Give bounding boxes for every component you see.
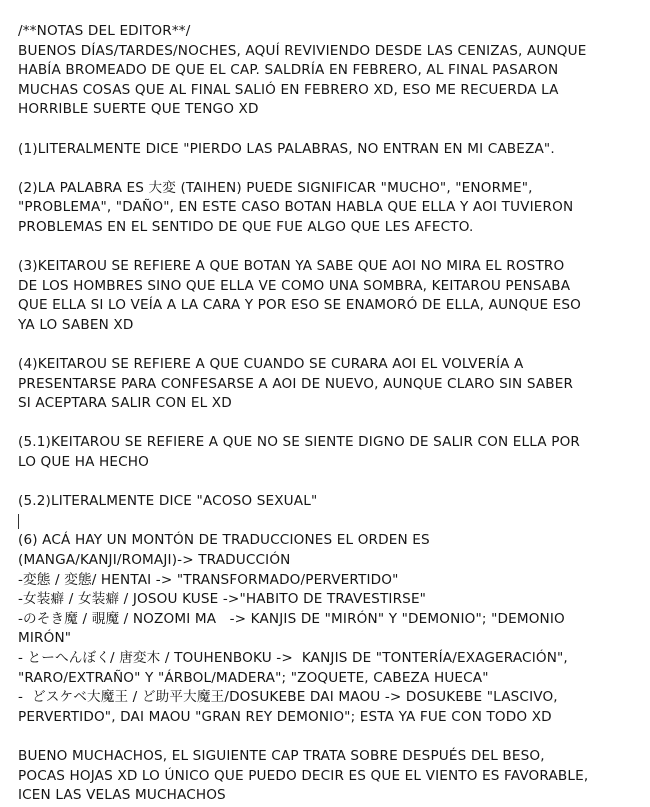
intro-paragraph: [18, 42, 636, 120]
text-line: HABÍA BROMEADO DE QUE EL CAP. SALDRÍA EN FEBRERO, AL FINAL PASARON: [18, 62, 559, 79]
text-line: BUENOS DÍAS/TARDES/NOCHES, AQUÍ REVIVIENDO DESDE LAS CENIZAS, AUNQUE: [18, 42, 587, 59]
text-line: -変態 / 変態/ HENTAI -> "TRANSFORMADO/PERVERTIDO": [18, 571, 399, 588]
closing-paragraph: [18, 747, 636, 806]
notes-title: /**NOTAS DEL EDITOR**/: [18, 23, 191, 39]
text-line: SI ACEPTARA SALIR CON EL XD: [18, 395, 232, 412]
text-line: QUE ELLA SI LO VEÍA A LA CARA Y POR ESO SE ENAMORÓ DE ELLA, AUNQUE ESO: [18, 297, 582, 314]
text-line: PROBLEMAS EN EL SENTIDO DE QUE FUE ALGO QUE LES AFECTO.: [18, 218, 474, 235]
text-line: DE LOS HOMBRES SINO QUE ELLA VE COMO UNA SOMBRA, KEITAROU PENSABA: [18, 277, 571, 294]
note-5-2-paragraph: [18, 492, 636, 512]
text-line: (5.2)LITERALMENTE DICE "ACOSO SEXUAL": [18, 493, 318, 510]
text-cursor-line: [18, 512, 636, 532]
text-line: (5.1)KEITAROU SE REFIERE A QUE NO SE SIENTE DIGNO DE SALIR CON ELLA POR: [18, 434, 581, 451]
text-line: POCAS HOJAS XD LO ÚNICO QUE PUEDO DECIR ES QUE EL VIENTO ES FAVORABLE,: [18, 767, 589, 784]
text-line: -女装癖 / 女装癖 / JOSOU KUSE ->"HABITO DE TRAVESTIRSE": [18, 591, 427, 608]
notes-header: [18, 22, 636, 42]
text-line: PERVERTIDO", DAI MAOU "GRAN REY DEMONIO"; ESTA YA FUE CON TODO XD: [18, 708, 552, 725]
text-line: "PROBLEMA", "DAÑO", EN ESTE CASO BOTAN HABLA QUE ELLA Y AOI TUVIERON: [18, 199, 574, 216]
note-3-paragraph: [18, 257, 636, 335]
text-line: MUCHAS COSAS QUE AL FINAL SALIÓ EN FEBRERO XD, ESO ME RECUERDA LA: [18, 81, 559, 98]
text-line: PRESENTARSE PARA CONFESARSE A AOI DE NUEVO, AUNQUE CLARO SIN SABER: [18, 375, 574, 392]
text-line: HORRIBLE SUERTE QUE TENGO XD: [18, 101, 259, 118]
text-line: (3)KEITAROU SE REFIERE A QUE BOTAN YA SABE QUE AOI NO MIRA EL ROSTRO: [18, 258, 565, 275]
text-line: LO QUE HA HECHO: [18, 454, 149, 471]
text-line: -のそき魔 / 覗魔 / NOZOMI MA -> KANJIS DE "MIRÓN" Y "DEMONIO"; "DEMONIO: [18, 610, 565, 627]
text-cursor: [18, 514, 19, 529]
note-6-paragraph: [18, 531, 636, 727]
text-line: (MANGA/KANJI/ROMAJI)-> TRADUCCIÓN: [18, 552, 291, 569]
text-line: (1)LITERALMENTE DICE "PIERDO LAS PALABRAS, NO ENTRAN EN MI CABEZA".: [18, 140, 555, 157]
text-line: (4)KEITAROU SE REFIERE A QUE CUANDO SE CURARA AOI EL VOLVERÍA A: [18, 356, 524, 373]
text-line: - どスケベ大魔王 / ど助平大魔王/DOSUKEBE DAI MAOU -> DOSUKEBE "LASCIVO,: [18, 689, 558, 706]
text-line: (2)LA PALABRA ES 大変 (TAIHEN) PUEDE SIGNIFICAR "MUCHO", "ENORME",: [18, 179, 533, 196]
note-4-paragraph: [18, 355, 636, 414]
text-line: (6) ACÁ HAY UN MONTÓN DE TRADUCCIONES EL ORDEN ES: [18, 532, 430, 549]
text-line: MIRÓN": [18, 630, 72, 647]
text-line: - とーへんぼく/ 唐変木 / TOUHENBOKU -> KANJIS DE "TONTERÍA/EXAGERACIÓN",: [18, 650, 568, 666]
text-line: YA LO SABEN XD: [18, 316, 134, 333]
note-5-1-paragraph: [18, 433, 636, 472]
note-2-paragraph: [18, 179, 636, 238]
text-line: "RARO/EXTRAÑO" Y "ÁRBOL/MADERA"; "ZOQUETE, CABEZA HUECA": [18, 669, 489, 686]
text-line: BUENO MUCHACHOS, EL SIGUIENTE CAP TRATA SOBRE DESPUÉS DEL BESO,: [18, 747, 545, 764]
text-line: ICEN LAS VELAS MUCHACHOS: [18, 787, 226, 804]
note-1-paragraph: [18, 140, 636, 160]
